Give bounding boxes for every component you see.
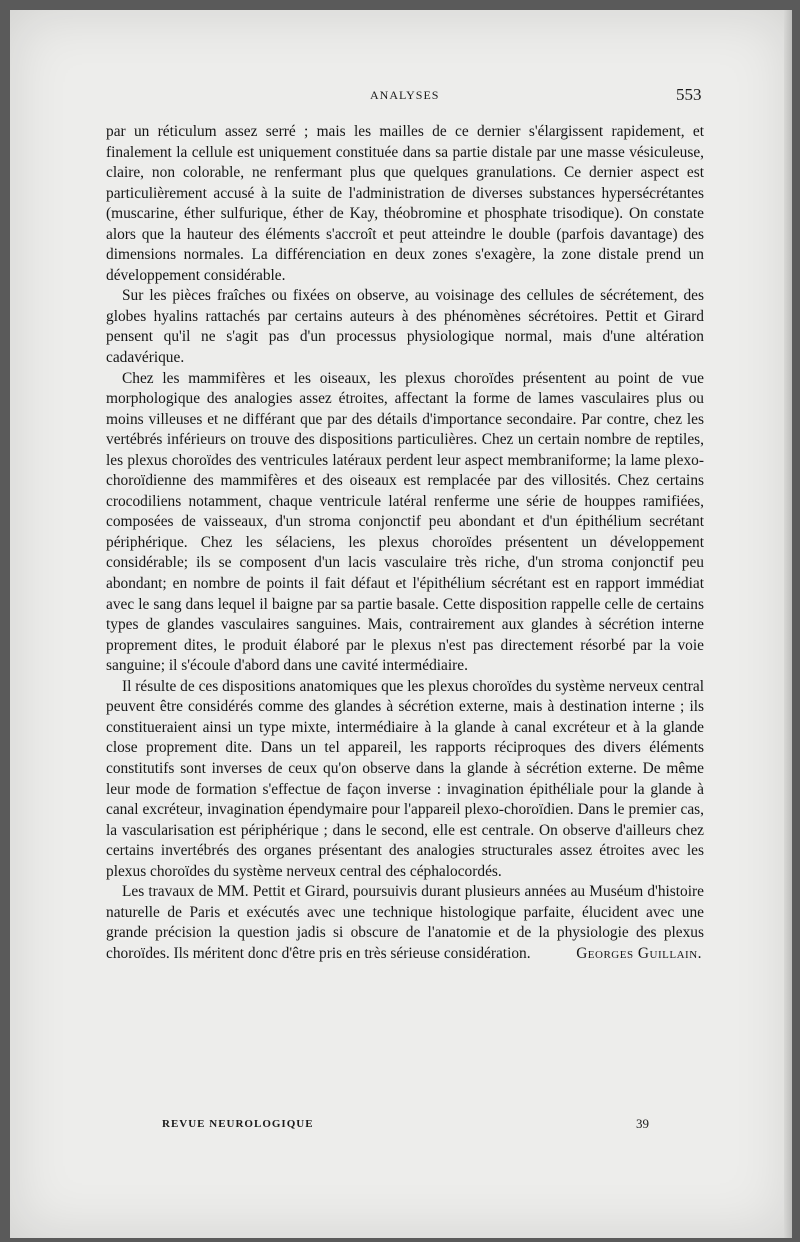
article-body xyxy=(106,122,704,964)
paragraph-4: Il résulte de ces dispositions anatomiques que les plexus choroïdes du système nerveux central peuvent être considérés comme des glandes à sécrétion externe, mais à destination interne ; ils constitueraient ainsi un type mixte, intermédiaire à la glande à canal excréteur et à la glande close proprement dite. Dans un tel appareil, les rapports réciproques des divers éléments constitutifs sont inverses de ceux qu'on observe dans la glande à sécrétion externe. De même leur mode de formation s'effectue de façon inverse : invagination épithéliale pour la glande à canal excréteur, invagination épendymaire pour l'appareil plexo-choroïdien. Dans le premier cas, la vascularisation est périphérique ; dans le second, elle est centrale. On observe d'ailleurs chez certains invertébrés des organes présentant des analogies structurales assez étroites avec les plexus choroïdes du système nerveux central des céphalocordés. xyxy=(106,677,704,880)
page-number: 553 xyxy=(676,85,702,104)
paragraph-3: Chez les mammifères et les oiseaux, les plexus choroïdes présentent au point de vue morphologique des analogies assez étroites, affectant la forme de lames vasculaires plus ou moins villeuses et ne différant que par des détails d'importance secondaire. Par contre, chez les vertébrés inférieurs on trouve des dispositions particulières. Chez un certain nombre de reptiles, les plexus choroïdes des ventricules latéraux perdent leur aspect membraniforme; la lame plexo-choroïdienne des mammifères et des oiseaux est remplacée par des villosités. Chez certains crocodiliens notamment, chaque ventricule latéral renferme une série de houppes ramifiées, composées de vaisseaux, d'un stroma conjonctif peu abondant et d'un épithélium secrétant périphérique. Chez les sélaciens, les plexus choroïdes présentent un développement considérable; ils se composent d'un lacis vasculaire très riche, d'un stroma conjonctif peu abondant; en nombre de points il fait défaut et l'épithélium sécrétant est en rapport immédiat avec le sang dans lequel il baigne par sa partie basale. Cette disposition rappelle celle de certains types de glandes vasculaires sanguines. Mais, contrairement aux glandes à sécrétion interne proprement dites, le produit élaboré par le plexus n'est pas directement résorbé par la voie sanguine; il s'écoule d'abord dans une cavité intermédiaire. xyxy=(106,369,704,675)
author-signature: Georges Guillain. xyxy=(576,944,702,962)
paragraph-5-text: Les travaux de MM. Pettit et Girard, poursuivis durant plusieurs années au Muséum d'histoire naturelle de Paris et exécutés avec une technique histologique parfaite, élucident avec une grande précision la question jadis si obscure de l'anatomie et de la physiologie des plexus choroïdes. Ils méritent donc d'être pris en très sérieuse considération. xyxy=(106,883,704,962)
paragraph-5 xyxy=(106,882,704,964)
signature-number: 39 xyxy=(636,1116,649,1131)
page-edge xyxy=(784,10,792,1238)
book-page xyxy=(10,10,792,1238)
paragraph-2: Sur les pièces fraîches ou fixées on observe, au voisinage des cellules de sécrétement, des globes hyalins rattachés par certains auteurs à des phénomènes sécrétoires. Pettit et Girard pensent qu'il ne s'agit pas d'un processus physiologique normal, mais d'une altération cadavérique. xyxy=(106,287,704,367)
paragraph-1: par un réticulum assez serré ; mais les mailles de ce dernier s'élargissent rapidement, et finalement la cellule est uniquement constituée dans sa partie distale par une masse vésiculeuse, claire, non colorable, ne renfermant plus que quelques granulations. Ce dernier aspect est particulièrement accusé à la suite de l'administration de diverses substances hypersécrétantes (muscarine, éther sulfurique, éther de Kay, théobromine et phosphate trisodique). On constate alors que la hauteur des éléments s'accroît et peut atteindre le double (parfois davantage) des dimensions normales. La différenciation en deux zones s'exagère, la zone distale prend un développement considérable. xyxy=(106,123,704,284)
running-title: ANALYSES xyxy=(370,88,440,102)
running-head xyxy=(10,85,792,108)
journal-title: REVUE NEUROLOGIQUE xyxy=(162,1118,314,1130)
